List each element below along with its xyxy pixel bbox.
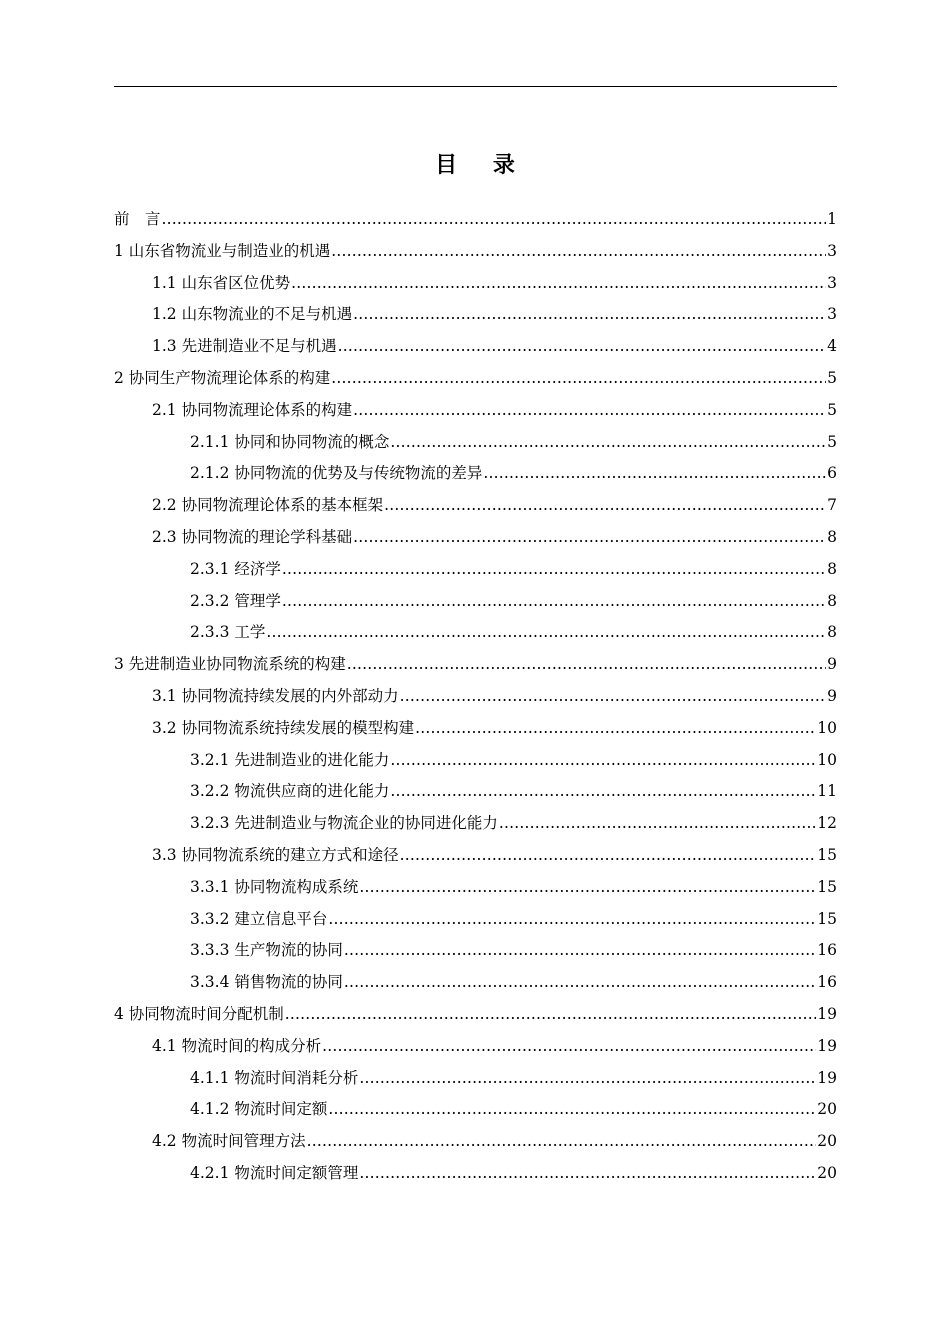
toc-entry-page: 19: [817, 1036, 837, 1055]
toc-entry[interactable]: [114, 490, 837, 522]
toc-entry-page: 5: [827, 432, 837, 451]
toc-entry-label: 2.1 协同物流理论体系的构建: [152, 400, 353, 419]
toc-entry-label: 4.2.1 物流时间定额管理: [190, 1163, 359, 1182]
toc-entry-label: 1 山东省物流业与制造业的机遇: [114, 241, 331, 260]
toc-entry[interactable]: [114, 1031, 837, 1063]
toc-entry-page: 16: [817, 973, 837, 992]
toc-leader-dots: [359, 1063, 816, 1095]
toc-entry[interactable]: [114, 649, 837, 681]
toc-entry-page: 15: [817, 877, 837, 896]
toc-leader-dots: [282, 586, 826, 618]
toc-entry-label: 2.3 协同物流的理论学科基础: [152, 527, 353, 546]
toc-entry-page: 9: [827, 686, 837, 705]
toc-leader-dots: [328, 904, 816, 936]
toc-leader-dots: [359, 872, 816, 904]
toc-entry-page: 20: [817, 1132, 837, 1151]
toc-entry[interactable]: [114, 458, 837, 490]
toc-entry-page: 8: [827, 559, 837, 578]
toc-entry-label: 3.3.2 建立信息平台: [190, 909, 328, 928]
toc-entry-label: 3.2.2 物流供应商的进化能力: [190, 782, 390, 801]
toc-entry-page: 16: [817, 941, 837, 960]
toc-leader-dots: [400, 681, 827, 713]
toc-entry-page: 15: [817, 845, 837, 864]
toc-leader-dots: [266, 617, 826, 649]
toc-entry-label: 3 先进制造业协同物流系统的构建: [114, 655, 346, 674]
toc-entry-label: 3.2.1 先进制造业的进化能力: [190, 750, 390, 769]
toc-entry[interactable]: [114, 872, 837, 904]
toc-entry[interactable]: [114, 331, 837, 363]
toc-entry-label: 2.2 协同物流理论体系的基本框架: [152, 496, 384, 515]
toc-leader-dots: [384, 490, 826, 522]
toc-entry[interactable]: [114, 681, 837, 713]
toc-entry[interactable]: [114, 554, 837, 586]
toc-entry-page: 12: [817, 814, 837, 833]
toc-leader-dots: [162, 204, 827, 236]
toc-leader-dots: [390, 745, 816, 777]
toc-entry-label: 4.2 物流时间管理方法: [152, 1132, 306, 1151]
toc-entry[interactable]: [114, 586, 837, 618]
toc-leader-dots: [353, 299, 826, 331]
toc-entry-label: 1.2 山东物流业的不足与机遇: [152, 305, 353, 324]
toc-leader-dots: [499, 808, 816, 840]
toc-leader-dots: [331, 236, 826, 268]
toc-entry-page: 3: [827, 305, 837, 324]
toc-leader-dots: [344, 935, 816, 967]
toc-entry[interactable]: [114, 1126, 837, 1158]
toc-leader-dots: [390, 776, 816, 808]
toc-entry-page: 7: [827, 496, 837, 515]
toc-entry[interactable]: [114, 299, 837, 331]
toc-entry-label: 3.3 协同物流系统的建立方式和途径: [152, 845, 399, 864]
toc-entry[interactable]: [114, 522, 837, 554]
toc-entry-label: 2.3.2 管理学: [190, 591, 281, 610]
toc-leader-dots: [347, 649, 826, 681]
toc-entry-label: 2.3.3 工学: [190, 623, 266, 642]
toc-entry-page: 3: [827, 273, 837, 292]
toc-leader-dots: [400, 840, 817, 872]
toc-leader-dots: [307, 1126, 817, 1158]
toc-entry-page: 5: [827, 368, 837, 387]
toc-entry-page: 3: [827, 241, 837, 260]
toc-leader-dots: [390, 427, 826, 459]
toc-entry-page: 4: [827, 337, 837, 356]
toc-entry-label: 前 言: [114, 210, 161, 228]
toc-entry[interactable]: [114, 808, 837, 840]
toc-entry[interactable]: [114, 713, 837, 745]
toc-entry-page: 8: [827, 591, 837, 610]
toc-entry[interactable]: [114, 904, 837, 936]
toc-entry[interactable]: [114, 204, 837, 236]
toc-leader-dots: [338, 331, 827, 363]
toc-entry-page: 10: [817, 718, 837, 737]
toc-entry[interactable]: [114, 1063, 837, 1095]
toc-title: 目 录: [435, 153, 529, 178]
toc-entry-label: 1.1 山东省区位优势: [152, 273, 291, 292]
toc-entry-label: 3.3.4 销售物流的协同: [190, 973, 343, 992]
toc-entry-page: 5: [827, 400, 837, 419]
toc-entry[interactable]: [114, 236, 837, 268]
toc-leader-dots: [322, 1031, 816, 1063]
toc-entry[interactable]: [114, 268, 837, 300]
toc-entry-label: 3.2.3 先进制造业与物流企业的协同进化能力: [190, 814, 498, 833]
header-rule: [114, 86, 837, 87]
toc-entry-page: 20: [817, 1163, 837, 1182]
toc-entry[interactable]: [114, 1094, 837, 1126]
toc-leader-dots: [285, 999, 816, 1031]
toc-entry[interactable]: [114, 935, 837, 967]
toc-entry-label: 3.2 协同物流系统持续发展的模型构建: [152, 718, 415, 737]
toc-entry[interactable]: [114, 395, 837, 427]
toc-leader-dots: [415, 713, 816, 745]
toc-entry[interactable]: [114, 999, 837, 1031]
toc-entry-label: 4 协同物流时间分配机制: [114, 1004, 284, 1023]
toc-leader-dots: [483, 458, 826, 490]
toc-entry-page: 9: [827, 655, 837, 674]
toc-entry-label: 3.3.3 生产物流的协同: [190, 941, 343, 960]
toc-entry-label: 2.1.1 协同和协同物流的概念: [190, 432, 390, 451]
toc-entry-page: 8: [827, 623, 837, 642]
toc-entry[interactable]: [114, 1158, 837, 1190]
toc-entry-page: 20: [817, 1100, 837, 1119]
toc-leader-dots: [328, 1094, 816, 1126]
toc-entry[interactable]: [114, 427, 837, 459]
toc-entry-page: 15: [817, 909, 837, 928]
toc-entry-label: 2.3.1 经济学: [190, 559, 281, 578]
table-of-contents: [114, 204, 837, 1190]
toc-entry-page: 6: [827, 464, 837, 483]
toc-entry[interactable]: [114, 617, 837, 649]
toc-entry-label: 3.1 协同物流持续发展的内外部动力: [152, 686, 399, 705]
toc-entry-label: 2.1.2 协同物流的优势及与传统物流的差异: [190, 464, 483, 483]
toc-entry-label: 4.1 物流时间的构成分析: [152, 1036, 322, 1055]
toc-leader-dots: [353, 395, 826, 427]
toc-entry[interactable]: [114, 363, 837, 395]
toc-entry-label: 1.3 先进制造业不足与机遇: [152, 337, 337, 356]
toc-entry-page: 19: [817, 1004, 837, 1023]
toc-leader-dots: [359, 1158, 816, 1190]
toc-entry[interactable]: [114, 745, 837, 777]
toc-entry-label: 4.1.2 物流时间定额: [190, 1100, 328, 1119]
toc-entry[interactable]: [114, 776, 837, 808]
toc-entry-label: 3.3.1 协同物流构成系统: [190, 877, 359, 896]
toc-entry-label: 2 协同生产物流理论体系的构建: [114, 368, 331, 387]
toc-entry[interactable]: [114, 840, 837, 872]
toc-entry[interactable]: [114, 967, 837, 999]
toc-entry-page: 11: [817, 782, 837, 801]
toc-leader-dots: [331, 363, 826, 395]
toc-leader-dots: [291, 268, 826, 300]
toc-entry-page: 10: [817, 750, 837, 769]
toc-entry-page: 8: [827, 527, 837, 546]
toc-leader-dots: [282, 554, 826, 586]
toc-entry-page: 1: [827, 210, 837, 228]
toc-entry-label: 4.1.1 物流时间消耗分析: [190, 1068, 359, 1087]
toc-entry-page: 19: [817, 1068, 837, 1087]
toc-leader-dots: [353, 522, 826, 554]
toc-leader-dots: [344, 967, 816, 999]
